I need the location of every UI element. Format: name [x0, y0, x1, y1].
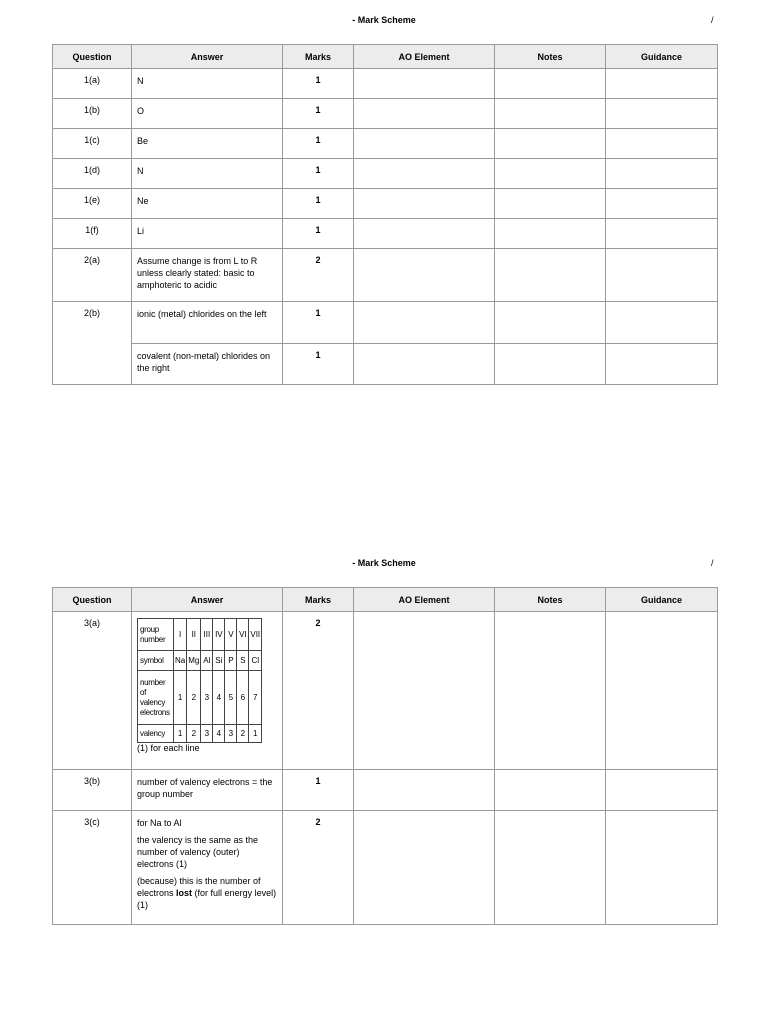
table-cell: I	[174, 619, 187, 651]
guidance-cell	[606, 189, 718, 219]
marks-cell: 1	[283, 219, 354, 249]
table-row	[53, 219, 718, 249]
table-cell: IV	[213, 619, 225, 651]
inner-row	[138, 651, 262, 671]
column-header: Notes	[495, 45, 606, 69]
mark-scheme-table	[52, 587, 718, 925]
table-row	[53, 189, 718, 219]
question-cell: 1(c)	[53, 129, 132, 159]
page-header	[0, 558, 768, 572]
inner-row	[138, 725, 262, 743]
question-cell: 1(d)	[53, 159, 132, 189]
table-row	[53, 249, 718, 302]
row-label: symbol	[138, 651, 174, 671]
mark-scheme-table	[52, 44, 718, 385]
table-cell: VII	[249, 619, 262, 651]
table-cell: 2	[187, 671, 201, 725]
guidance-cell	[606, 69, 718, 99]
marks-cell: 2	[283, 811, 354, 925]
answer-cell: number of valency electrons = the group number	[132, 770, 283, 811]
ao-cell	[354, 69, 495, 99]
table-cell: 1	[174, 671, 187, 725]
notes-cell	[495, 302, 606, 344]
table-cell: II	[187, 619, 201, 651]
marks-cell: 1	[283, 159, 354, 189]
table-row	[53, 159, 718, 189]
guidance-cell	[606, 612, 718, 770]
marks-cell: 2	[283, 249, 354, 302]
table-cell: 2	[237, 725, 249, 743]
notes-cell	[495, 129, 606, 159]
table-cell: 3	[201, 671, 213, 725]
column-header: AO Element	[354, 588, 495, 612]
page-title: - Mark Scheme	[352, 15, 416, 25]
question-cell: 2(b)	[53, 302, 132, 385]
row-label: valency	[138, 725, 174, 743]
marks-cell: 1	[283, 99, 354, 129]
answer-cell: O	[132, 99, 283, 129]
table-cell: 6	[237, 671, 249, 725]
marks-cell: 2	[283, 612, 354, 770]
column-header: Question	[53, 45, 132, 69]
ao-cell	[354, 302, 495, 344]
column-header: Question	[53, 588, 132, 612]
table-cell: 5	[225, 671, 237, 725]
question-cell: 1(a)	[53, 69, 132, 99]
row-label: group number	[138, 619, 174, 651]
column-header: Guidance	[606, 45, 718, 69]
table-cell: S	[237, 651, 249, 671]
page-header	[0, 15, 768, 29]
row-label: number of valency electrons	[138, 671, 174, 725]
marks-cell: 1	[283, 129, 354, 159]
marks-cell: 1	[283, 189, 354, 219]
page-marker: /	[711, 15, 714, 25]
table-cell: 4	[213, 725, 225, 743]
guidance-cell	[606, 811, 718, 925]
answer-cell: Be	[132, 129, 283, 159]
table-row	[53, 612, 718, 770]
guidance-cell	[606, 770, 718, 811]
answer-text: (for full energy level) (1)	[137, 888, 277, 910]
table-row	[53, 302, 718, 344]
table-cell: 7	[249, 671, 262, 725]
table-cell: Cl	[249, 651, 262, 671]
notes-cell	[495, 189, 606, 219]
table-cell: Al	[201, 651, 213, 671]
notes-cell	[495, 344, 606, 385]
guidance-cell	[606, 159, 718, 189]
table-row	[53, 344, 718, 385]
header-row	[53, 588, 718, 612]
table-row	[53, 811, 718, 925]
emphasis-text: lost	[176, 888, 193, 898]
table-cell: P	[225, 651, 237, 671]
answer-text: (because) this is the number of electrons	[137, 876, 261, 898]
guidance-cell	[606, 99, 718, 129]
page-title: - Mark Scheme	[352, 558, 416, 568]
guidance-cell	[606, 249, 718, 302]
question-cell: 1(f)	[53, 219, 132, 249]
question-cell: 2(a)	[53, 249, 132, 302]
column-header: AO Element	[354, 45, 495, 69]
ao-cell	[354, 249, 495, 302]
notes-cell	[495, 811, 606, 925]
marks-cell: 1	[283, 302, 354, 344]
table-cell: 1	[249, 725, 262, 743]
valency-table	[137, 618, 262, 743]
ao-cell	[354, 811, 495, 925]
ao-cell	[354, 159, 495, 189]
question-cell: 1(e)	[53, 189, 132, 219]
table-row	[53, 129, 718, 159]
column-header: Answer	[132, 588, 283, 612]
table-cell: 2	[187, 725, 201, 743]
question-cell: 1(b)	[53, 99, 132, 129]
marking-note: (1) for each line	[137, 743, 200, 753]
notes-cell	[495, 249, 606, 302]
column-header: Notes	[495, 588, 606, 612]
ao-cell	[354, 219, 495, 249]
marks-cell: 1	[283, 69, 354, 99]
answer-cell: ionic (metal) chlorides on the left	[132, 302, 283, 344]
answer-cell: N	[132, 159, 283, 189]
column-header: Marks	[283, 588, 354, 612]
question-cell: 3(c)	[53, 811, 132, 925]
notes-cell	[495, 99, 606, 129]
answer-cell: N	[132, 69, 283, 99]
answer-cell	[132, 811, 283, 925]
inner-row	[138, 619, 262, 651]
question-cell: 3(a)	[53, 612, 132, 770]
notes-cell	[495, 69, 606, 99]
table-cell: V	[225, 619, 237, 651]
page-marker: /	[711, 558, 714, 568]
notes-cell	[495, 770, 606, 811]
table-row	[53, 69, 718, 99]
answer-line: the valency is the same as the number of valency (outer) electrons (1)	[137, 835, 259, 869]
guidance-cell	[606, 129, 718, 159]
table-cell: III	[201, 619, 213, 651]
table-row	[53, 770, 718, 811]
header-row	[53, 45, 718, 69]
marks-cell: 1	[283, 344, 354, 385]
inner-row	[138, 671, 262, 725]
guidance-cell	[606, 344, 718, 385]
column-header: Marks	[283, 45, 354, 69]
ao-cell	[354, 612, 495, 770]
question-cell: 3(b)	[53, 770, 132, 811]
ao-cell	[354, 129, 495, 159]
table-cell: 1	[174, 725, 187, 743]
table-cell: VI	[237, 619, 249, 651]
ao-cell	[354, 770, 495, 811]
notes-cell	[495, 159, 606, 189]
table-cell: 4	[213, 671, 225, 725]
answer-cell: Li	[132, 219, 283, 249]
answer-cell: Assume change is from L to R unless clearly stated: basic to amphoteric to acidic	[132, 249, 283, 302]
guidance-cell	[606, 302, 718, 344]
table-row	[53, 99, 718, 129]
answer-line: for Na to Al	[137, 818, 182, 828]
ao-cell	[354, 189, 495, 219]
answer-cell: Ne	[132, 189, 283, 219]
column-header: Guidance	[606, 588, 718, 612]
marks-cell: 1	[283, 770, 354, 811]
answer-cell: covalent (non-metal) chlorides on the right	[132, 344, 283, 385]
column-header: Answer	[132, 45, 283, 69]
answer-line	[137, 875, 277, 911]
table-cell: Mg	[187, 651, 201, 671]
notes-cell	[495, 219, 606, 249]
table-cell: 3	[201, 725, 213, 743]
guidance-cell	[606, 219, 718, 249]
notes-cell	[495, 612, 606, 770]
ao-cell	[354, 344, 495, 385]
table-cell: 3	[225, 725, 237, 743]
ao-cell	[354, 99, 495, 129]
answer-cell	[132, 612, 283, 770]
table-cell: Na	[174, 651, 187, 671]
table-cell: Si	[213, 651, 225, 671]
